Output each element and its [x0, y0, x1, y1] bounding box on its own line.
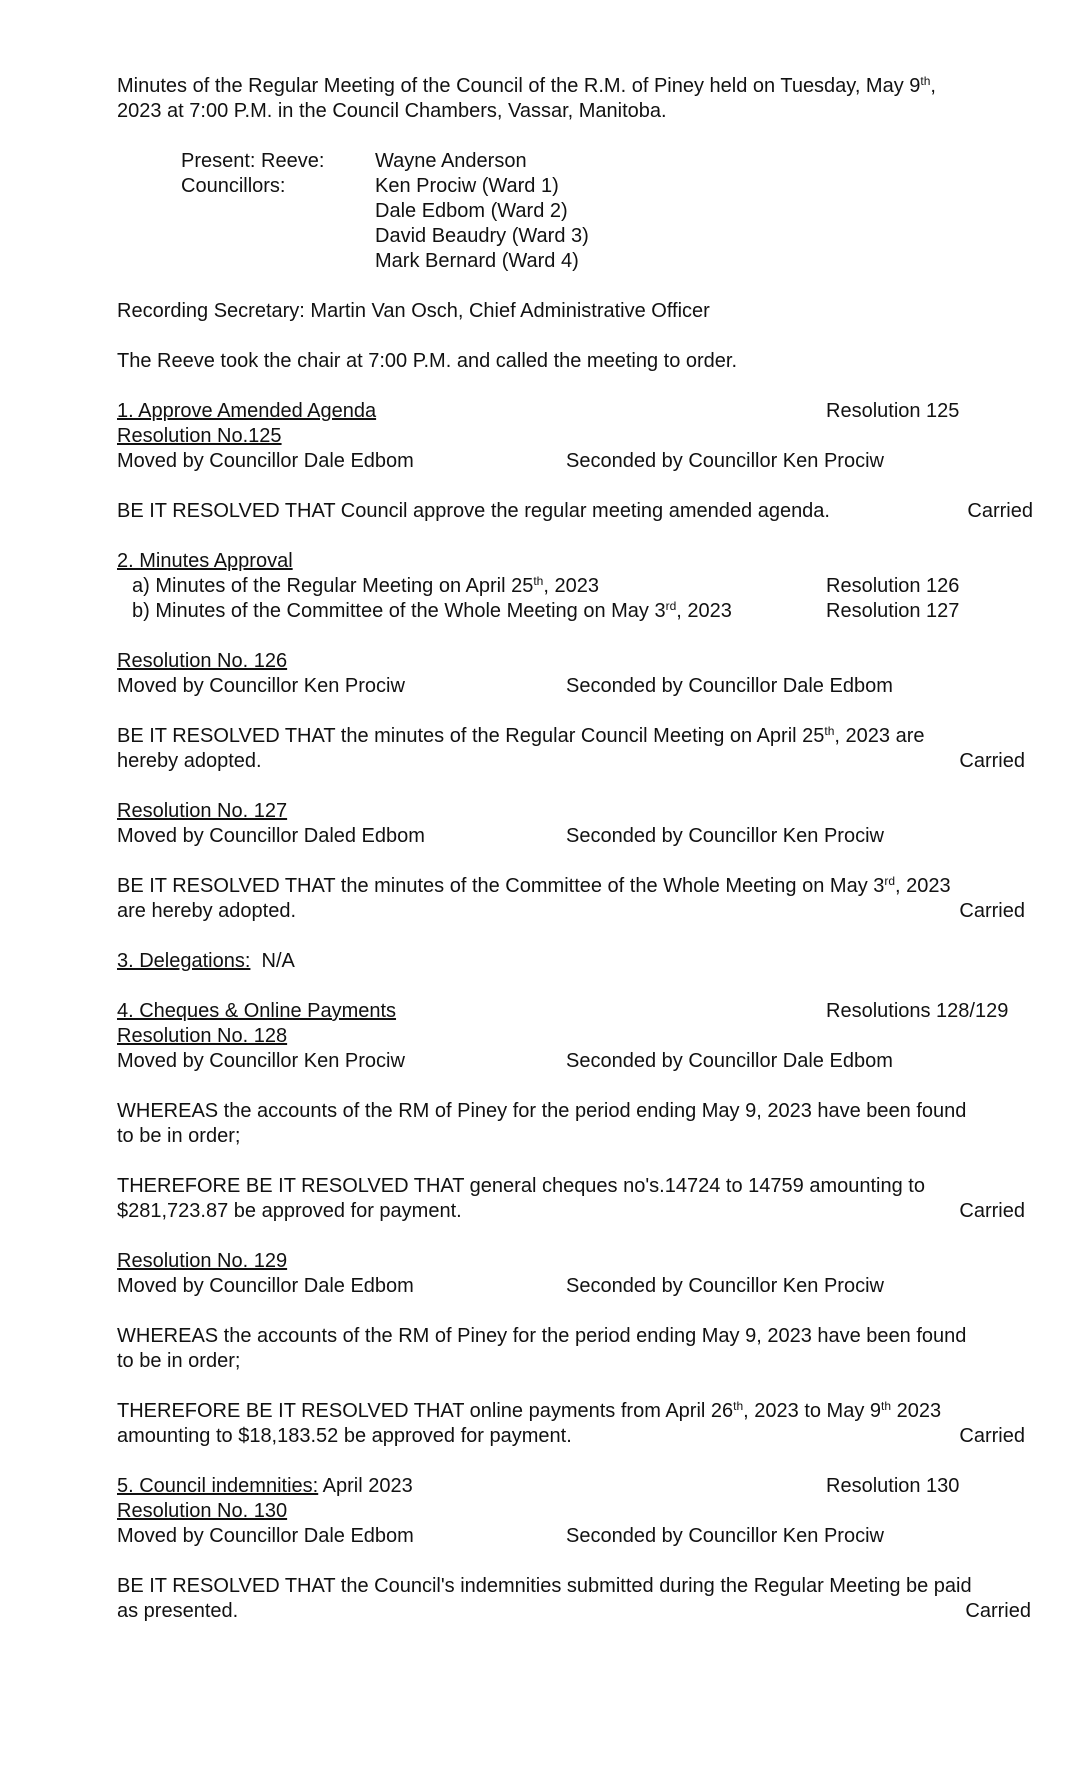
item-text: a) Minutes of the Regular Meeting on April 25	[132, 575, 534, 597]
carried-label: Carried	[959, 1200, 1025, 1222]
carried-label: Carried	[959, 750, 1025, 772]
section-5-resolution-ref: Resolution 130	[826, 1475, 960, 1497]
resolution-130-movers	[117, 1524, 1033, 1549]
councillor-name: Ken Prociw (Ward 1)	[375, 175, 559, 197]
section-4-resolution-ref: Resolutions 128/129	[826, 1000, 1009, 1022]
resolution-126-text	[117, 724, 1033, 774]
text-superscript: rd	[884, 874, 896, 888]
resolution-128-movers	[117, 1049, 1033, 1074]
attendance-block	[181, 149, 1033, 274]
councillor-name: Dale Edbom (Ward 2)	[375, 200, 568, 222]
text-part-end: , 2023 are	[834, 725, 925, 747]
item-superscript: th	[533, 574, 544, 588]
section-2-title: 2. Minutes Approval	[117, 550, 293, 572]
present-label: Present: Reeve:	[181, 150, 325, 172]
councillor-name: Mark Bernard (Ward 4)	[375, 250, 579, 272]
moved-by: Moved by Councillor Dale Edbom	[117, 1525, 414, 1547]
section-4-title: 4. Cheques & Online Payments	[117, 1000, 397, 1022]
resolution-128-therefore	[117, 1174, 1033, 1224]
minutes-item-a	[132, 574, 1033, 599]
therefore-line-2: amounting to $18,183.52 be approved for payment.	[117, 1425, 572, 1447]
resolution-127-number: Resolution No. 127	[117, 800, 288, 822]
resolution-text-line-1	[117, 724, 1033, 749]
resolution-text-line-1: BE IT RESOLVED THAT the Council's indemnities submitted during the Regular Meeting be paid	[117, 1575, 972, 1597]
seconded-by: Seconded by Councillor Dale Edbom	[566, 1050, 893, 1072]
resolution-125-text	[117, 499, 1033, 524]
carried-label: Carried	[959, 1425, 1025, 1447]
seconded-by: Seconded by Councillor Dale Edbom	[566, 675, 893, 697]
delegations-value: N/A	[261, 950, 295, 972]
section-1-heading	[117, 399, 1033, 424]
councillor-name: David Beaudry (Ward 3)	[375, 225, 589, 247]
therefore-line-1	[117, 1399, 1033, 1424]
carried-label: Carried	[967, 500, 1033, 522]
seconded-by: Seconded by Councillor Ken Prociw	[566, 450, 884, 472]
resolution-127-text	[117, 874, 1033, 924]
item-superscript: rd	[665, 599, 677, 613]
text-part-end: 2023	[891, 1400, 942, 1422]
resolution-129-movers	[117, 1274, 1033, 1299]
text-part: THEREFORE BE IT RESOLVED THAT online payments from April 26	[117, 1400, 734, 1422]
resolution-130-number: Resolution No. 130	[117, 1500, 288, 1522]
meeting-header-line-1	[117, 74, 1033, 99]
councillors-label: Councillors:	[181, 175, 286, 197]
resolution-128-whereas	[117, 1099, 1033, 1149]
moved-by: Moved by Councillor Dale Edbom	[117, 1275, 414, 1297]
text-part-end: , 2023	[895, 875, 951, 897]
seconded-by: Seconded by Councillor Ken Prociw	[566, 825, 884, 847]
resolution-text-line-1	[117, 874, 1033, 899]
minutes-document	[117, 74, 1033, 1624]
text-superscript: th	[824, 724, 835, 738]
recording-secretary: Recording Secretary: Martin Van Osch, Chief Administrative Officer	[117, 300, 710, 322]
resolution-126-movers	[117, 674, 1033, 699]
carried-label: Carried	[959, 900, 1025, 922]
resolution-text: BE IT RESOLVED THAT Council approve the regular meeting amended agenda.	[117, 500, 830, 522]
moved-by: Moved by Councillor Ken Prociw	[117, 675, 405, 697]
resolution-128-number: Resolution No. 128	[117, 1025, 288, 1047]
section-5-title-suffix: April 2023	[318, 1475, 413, 1497]
item-a-resolution-ref: Resolution 126	[826, 575, 960, 597]
text-superscript: th	[881, 1399, 892, 1413]
text-superscript: th	[733, 1399, 744, 1413]
whereas-line-1: WHEREAS the accounts of the RM of Piney for the period ending May 9, 2023 have been found	[117, 1325, 967, 1347]
header-text: Minutes of the Regular Meeting of the Council of the R.M. of Piney held on Tuesday, May 9	[117, 75, 921, 97]
seconded-by: Seconded by Councillor Ken Prociw	[566, 1275, 884, 1297]
carried-label: Carried	[965, 1600, 1031, 1622]
resolution-text-line-2: hereby adopted.	[117, 750, 262, 772]
section-5-title: 5. Council indemnities:	[117, 1475, 319, 1497]
reeve-name: Wayne Anderson	[375, 150, 527, 172]
header-text-end: ,	[930, 75, 936, 97]
item-text-end: , 2023	[676, 600, 732, 622]
item-b-resolution-ref: Resolution 127	[826, 600, 960, 622]
text-part: , 2023 to May 9	[743, 1400, 882, 1422]
whereas-line-2: to be in order;	[117, 1350, 241, 1372]
section-1-resolution-ref: Resolution 125	[826, 400, 960, 422]
therefore-line-1: THEREFORE BE IT RESOLVED THAT general cheques no's.14724 to 14759 amounting to	[117, 1175, 925, 1197]
resolution-text-line-2: as presented.	[117, 1600, 239, 1622]
seconded-by: Seconded by Councillor Ken Prociw	[566, 1525, 884, 1547]
resolution-129-therefore	[117, 1399, 1033, 1449]
header-superscript: th	[920, 74, 931, 88]
moved-by: Moved by Councillor Dale Edbom	[117, 450, 414, 472]
section-5-heading	[117, 1474, 1033, 1499]
section-3-heading	[117, 949, 1033, 974]
minutes-item-b	[132, 599, 1033, 624]
meeting-header-line-2: 2023 at 7:00 P.M. in the Council Chambers, Vassar, Manitoba.	[117, 100, 667, 122]
resolution-127-movers	[117, 824, 1033, 849]
section-1-title: 1. Approve Amended Agenda	[117, 400, 377, 422]
whereas-line-1: WHEREAS the accounts of the RM of Piney for the period ending May 9, 2023 have been found	[117, 1100, 967, 1122]
resolution-text-line-2: are hereby adopted.	[117, 900, 297, 922]
moved-by: Moved by Councillor Ken Prociw	[117, 1050, 405, 1072]
resolution-125-movers	[117, 449, 1033, 474]
minutes-items-list	[132, 574, 1033, 624]
item-text: b) Minutes of the Committee of the Whole Meeting on May 3	[132, 600, 666, 622]
therefore-line-2: $281,723.87 be approved for payment.	[117, 1200, 462, 1222]
resolution-129-whereas	[117, 1324, 1033, 1374]
whereas-line-2: to be in order;	[117, 1125, 241, 1147]
resolution-130-text	[117, 1574, 1033, 1624]
section-3-title: 3. Delegations:	[117, 950, 251, 972]
call-to-order: The Reeve took the chair at 7:00 P.M. and called the meeting to order.	[117, 350, 738, 372]
resolution-126-number: Resolution No. 126	[117, 650, 288, 672]
text-part: BE IT RESOLVED THAT the minutes of the Regular Council Meeting on April 25	[117, 725, 825, 747]
item-text-end: , 2023	[543, 575, 599, 597]
text-part: BE IT RESOLVED THAT the minutes of the Committee of the Whole Meeting on May 3	[117, 875, 885, 897]
moved-by: Moved by Councillor Daled Edbom	[117, 825, 425, 847]
section-4-heading	[117, 999, 1033, 1024]
resolution-125-number: Resolution No.125	[117, 425, 282, 447]
resolution-129-number: Resolution No. 129	[117, 1250, 288, 1272]
